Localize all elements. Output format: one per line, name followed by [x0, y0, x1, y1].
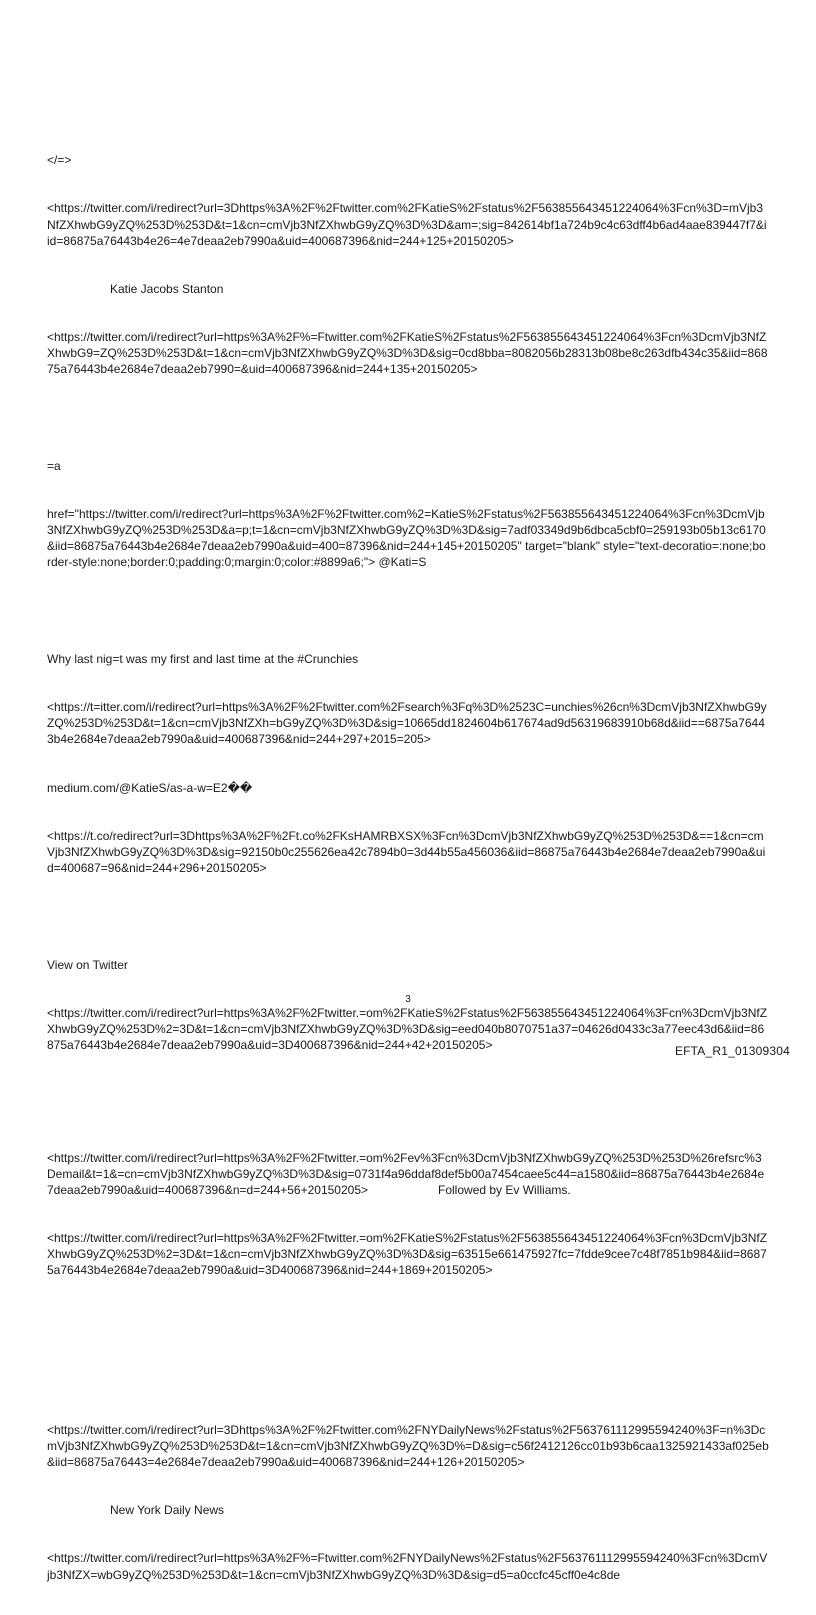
view-on-twitter-url[interactable]: <https://twitter.com/i/redirect?url=https%3A%2F%2Ftwitter.=om%2FKatieS%2Fstatus%2F563855643451224064%3Fcn%3DcmVjb3NfZXhwbG9yZQ%253D%2=3D&t=1&cn=cmVjb3NfZXhwbG9yZQ%3D%3D&sig=eed040b8070751a37=04626d0433c3a77eec43d6&iid=86875a76443b4e2684e7deaa2eb7990a&uid=3D400687396&nid=244+42+20150205> [47, 1005, 768, 1053]
page-number: 3 [405, 994, 411, 1005]
follower-link-url[interactable]: <https://twitter.com/i/redirect?url=https%3A%2F%2Ftwitter.=om%2Fev%3Fcn%3DcmVjb3NfZXhwbG9yZQ%253D%253D%26refsrc%3Demail&t=1&=cn=cmVjb3NfZXhwbG9yZQ%3D%3D&sig=0731f4a96ddaf8def5b00a7454caee5c44=a1580&iid=86875a76443b4e2684e7deaa2eb7990a&uid=400687396&n=d=244+56+20150205> Followed by Ev Williams. [47, 1150, 765, 1197]
view-on-twitter-label: View on Twitter [47, 957, 128, 972]
text-line: =a [47, 458, 61, 473]
tweet-link-url[interactable]: <https://twitter.com/i/redirect?url=3Dhttps%3A%2F%2Ftwitter.com%2FKatieS%2Fstatus%2F563855643451224064%3Fcn%3D=mVjb3NfZXhwbG9yZQ%253D%253D&t=1&cn=cmVjb3NfZXhwbG9yZQ%3D%3D&am=;sig=842614bf1a724b9c4c63dff4b6ad4aae839447f7&iid=86875a76443b4e26=4e7deaa2eb7990a&uid=400687396&nid=244+125+20150205> [47, 201, 767, 248]
hashtag-link-url[interactable]: <https://t=itter.com/i/redirect?url=https%3A%2F%2Ftwitter.com%2Fsearch%3Fq%3D%2523C=unchies%26cn%3DcmVjb3NfZXhwbG9yZQ%253D%253D&t=1&cn=cmVjb3NfZXh=bG9yZQ%3D%3D&sig=10665dd1824604b617674ad9d56319683910b68d&iid==6875a76443b4e2684e7deaa2eb7990a&uid=400687396&nid=244+297+2015=205> [47, 700, 767, 747]
author-link-url[interactable]: <https://twitter.com/i/redirect?url=https%3A%2F%=Ftwitter.com%2FNYDailyNews%2Fstatus%2F563761112995594240%3Fcn%3DcmVjb3NfZX=wbG9yZQ%253D%253D&t=1&cn=cmVjb3NfZXhwbG9yZQ%3D%3D&sig=d5=a0ccfc45cff0e4c8de [47, 1551, 768, 1582]
tweet-text: Why last nig=t was my first and last time at the #Crunchies [47, 651, 359, 666]
short-link-url[interactable]: <https://t.co/redirect?url=3Dhttps%3A%2F%2Ft.co%2FKsHAMRBXSX%3Fcn%3DcmVjb3NfZXhwbG9yZQ%253D%253D&==1&cn=cmVjb3NfZXhwbG9yZQ%3D%3D&sig=92150b0c255626ea42c7894b0=3d44b55a456036&iid=86875a76443b4e2684e7deaa2eb7990a&uid=400687=96&nid=244+296+20150205> [47, 828, 766, 876]
author-link-url[interactable]: <https://twitter.com/i/redirect?url=https%3A%2F%=Ftwitter.com%2FKatieS%2Fstatus%2F563855643451224064%3Fcn%3DcmVjb3NfZXhwbG9=ZQ%253D%253D&t=1&cn=cmVjb3NfZXhwbG9yZQ%3D%3D&sig=0cd8bba=8082056b28313b08be8c263dfb434c35&iid=86875a76443b4e2684e7deaa2eb7990=&uid=400687396&nid=244+135+20150205> [47, 330, 768, 377]
medium-link-text: medium.com/@KatieS/as-a-w=E2�� [47, 780, 253, 795]
tweet-link-url[interactable]: <https://twitter.com/i/redirect?url=3Dhttps%3A%2F%2Ftwitter.com%2FNYDailyNews%2Fstatus%2F563761112995594240%3F=n%3DcmVjb3NfZXhwbG9yZQ%253D%253D&t=1&cn=cmVjb3NfZXhwbG9yZQ%3D%=D&sig=c56f2412126cc01b93b6caa1325921433af025eb&iid=86875a76443=4e2684e7deaa2eb7990a&uid=400687396&nid=244+126+20150205> [47, 1422, 769, 1469]
anchor-markup-text: href="https://twitter.com/i/redirect?url=https%3A%2F%2Ftwitter.com%2=KatieS%2Fstatus%2F563855643451224064%3Fcn%3DcmVjb3NfZXhwbG9yZQ%253D%253D&a=p;t=1&cn=cmVjb3NfZXhwbG9yZQ%3D%3D&sig=7adf03349d9b6dbca5cbf0=259193b05b13c6170&iid=86875a76443b4e2684e7deaa2eb7990a&uid=400=87396&nid=244+145+20150205" target="blank" style="text-decoratio=:none;border-style:none;border:0;padding:0;margin:0;color:#8899a6;"> @Kati=S [47, 507, 766, 570]
email-body-text [47, 120, 769, 1615]
author-name: Katie Jacobs Stanton [110, 281, 224, 296]
author-name: New York Daily News [110, 1503, 225, 1518]
text-line: </=> [47, 153, 72, 168]
document-id: EFTA_R1_01309304 [674, 1044, 790, 1058]
tweet-link-url[interactable]: <https://twitter.com/i/redirect?url=https%3A%2F%2Ftwitter.=om%2FKatieS%2Fstatus%2F563855643451224064%3Fcn%3DcmVjb3NfZXhwbG9yZQ%253D%2=3D&t=1&cn=cmVjb3NfZXhwbG9yZQ%3D%3D&sig=63515e661475927fc=7fdde9cee7c48f7851b984&iid=86875a76443b4e2684e7deaa2eb7990a&uid=3D400687396&nid=244+1869+20150205> [47, 1231, 768, 1278]
